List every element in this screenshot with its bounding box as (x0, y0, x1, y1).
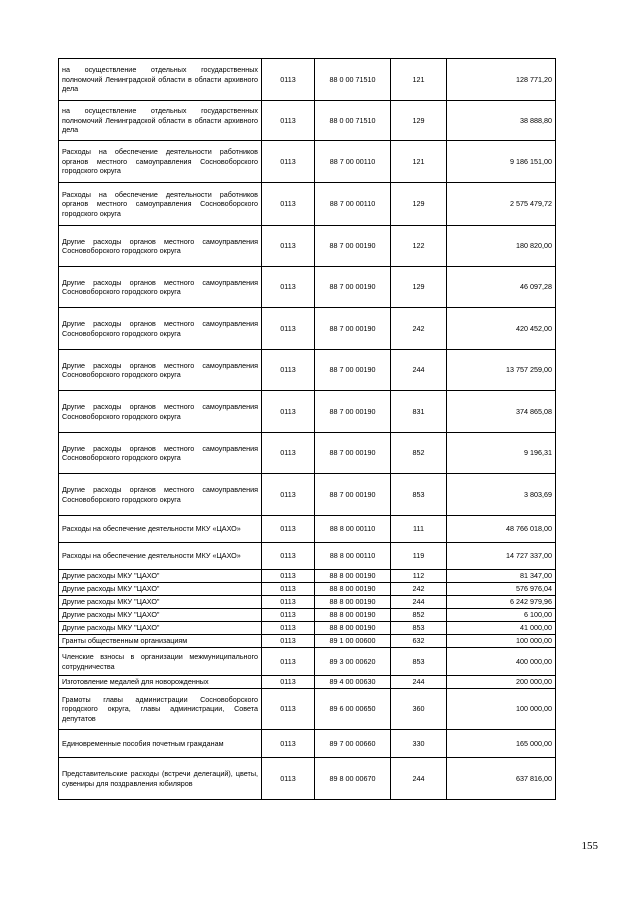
section-code-cell: 0113 (262, 648, 315, 676)
table-row (59, 474, 556, 516)
expense-name-cell: Другие расходы МКУ "ЦАХО" (59, 583, 262, 596)
target-article-cell: 89 6 00 00650 (315, 689, 391, 730)
expense-type-cell: 244 (391, 758, 447, 800)
table-row (59, 350, 556, 391)
expense-type-cell: 112 (391, 570, 447, 583)
budget-table-body (59, 59, 556, 800)
expense-type-cell: 242 (391, 308, 447, 350)
target-article-cell: 88 8 00 00110 (315, 543, 391, 570)
target-article-cell: 88 7 00 00190 (315, 433, 391, 474)
table-row (59, 543, 556, 570)
section-code-cell: 0113 (262, 101, 315, 141)
expense-name-cell: Членские взносы в организации межмуниципального сотрудничества (59, 648, 262, 676)
section-code-cell: 0113 (262, 391, 315, 433)
expense-type-cell: 119 (391, 543, 447, 570)
amount-cell: 14 727 337,00 (447, 543, 556, 570)
table-row (59, 758, 556, 800)
expense-name-cell: Гранты общественным организациям (59, 635, 262, 648)
section-code-cell: 0113 (262, 474, 315, 516)
table-row (59, 676, 556, 689)
table-row (59, 689, 556, 730)
amount-cell: 9 186 151,00 (447, 141, 556, 183)
target-article-cell: 89 7 00 00660 (315, 730, 391, 758)
section-code-cell: 0113 (262, 635, 315, 648)
expense-name-cell: Другие расходы органов местного самоуправления Сосновоборского городского округа (59, 350, 262, 391)
amount-cell: 180 820,00 (447, 226, 556, 267)
expense-name-cell: Другие расходы МКУ "ЦАХО" (59, 609, 262, 622)
table-row (59, 635, 556, 648)
expense-name-cell: Расходы на обеспечение деятельности работников органов местного самоуправления Сосновоборского городского округа (59, 141, 262, 183)
expense-name-cell: Другие расходы МКУ "ЦАХО" (59, 596, 262, 609)
expense-type-cell: 121 (391, 141, 447, 183)
amount-cell: 3 803,69 (447, 474, 556, 516)
section-code-cell: 0113 (262, 583, 315, 596)
section-code-cell: 0113 (262, 516, 315, 543)
expense-name-cell: Другие расходы органов местного самоуправления Сосновоборского городского округа (59, 308, 262, 350)
section-code-cell: 0113 (262, 308, 315, 350)
amount-cell: 41 000,00 (447, 622, 556, 635)
expense-type-cell: 244 (391, 596, 447, 609)
expense-type-cell: 853 (391, 622, 447, 635)
target-article-cell: 88 7 00 00110 (315, 183, 391, 226)
table-row (59, 433, 556, 474)
section-code-cell: 0113 (262, 183, 315, 226)
amount-cell: 81 347,00 (447, 570, 556, 583)
table-row (59, 183, 556, 226)
section-code-cell: 0113 (262, 267, 315, 308)
amount-cell: 6 100,00 (447, 609, 556, 622)
section-code-cell: 0113 (262, 689, 315, 730)
page-number: 155 (581, 840, 598, 852)
target-article-cell: 88 8 00 00190 (315, 570, 391, 583)
section-code-cell: 0113 (262, 141, 315, 183)
amount-cell: 637 816,00 (447, 758, 556, 800)
section-code-cell: 0113 (262, 226, 315, 267)
target-article-cell: 88 7 00 00190 (315, 308, 391, 350)
expense-type-cell: 129 (391, 267, 447, 308)
budget-table (58, 58, 556, 800)
expense-name-cell: Другие расходы органов местного самоуправления Сосновоборского городского округа (59, 474, 262, 516)
section-code-cell: 0113 (262, 59, 315, 101)
section-code-cell: 0113 (262, 350, 315, 391)
table-row (59, 583, 556, 596)
expense-name-cell: Грамоты главы администрации Сосновоборского городского округа, главы администрации, Совета депутатов (59, 689, 262, 730)
amount-cell: 48 766 018,00 (447, 516, 556, 543)
table-row (59, 596, 556, 609)
expense-type-cell: 129 (391, 101, 447, 141)
target-article-cell: 88 8 00 00190 (315, 583, 391, 596)
amount-cell: 100 000,00 (447, 635, 556, 648)
expense-type-cell: 853 (391, 648, 447, 676)
expense-type-cell: 242 (391, 583, 447, 596)
target-article-cell: 89 1 00 00600 (315, 635, 391, 648)
table-row (59, 622, 556, 635)
expense-name-cell: Расходы на обеспечение деятельности работников органов местного самоуправления Сосновоборского городского округа (59, 183, 262, 226)
expense-type-cell: 360 (391, 689, 447, 730)
amount-cell: 200 000,00 (447, 676, 556, 689)
expense-name-cell: Расходы на обеспечение деятельности МКУ «ЦАХО» (59, 516, 262, 543)
table-row (59, 267, 556, 308)
expense-name-cell: Представительские расходы (встречи делегаций), цветы, сувениры для поздравления юбиляров (59, 758, 262, 800)
amount-cell: 2 575 479,72 (447, 183, 556, 226)
expense-name-cell: Изготовление медалей для новорожденных (59, 676, 262, 689)
table-row (59, 141, 556, 183)
amount-cell: 128 771,20 (447, 59, 556, 101)
table-row (59, 516, 556, 543)
expense-name-cell: Другие расходы МКУ "ЦАХО" (59, 570, 262, 583)
expense-type-cell: 111 (391, 516, 447, 543)
amount-cell: 38 888,80 (447, 101, 556, 141)
target-article-cell: 88 7 00 00190 (315, 267, 391, 308)
expense-name-cell: Другие расходы органов местного самоуправления Сосновоборского городского округа (59, 433, 262, 474)
table-row (59, 101, 556, 141)
table-row (59, 391, 556, 433)
expense-type-cell: 244 (391, 676, 447, 689)
expense-type-cell: 244 (391, 350, 447, 391)
expense-name-cell: Другие расходы органов местного самоуправления Сосновоборского городского округа (59, 226, 262, 267)
table-row (59, 308, 556, 350)
table-row (59, 570, 556, 583)
target-article-cell: 88 0 00 71510 (315, 59, 391, 101)
amount-cell: 576 976,04 (447, 583, 556, 596)
target-article-cell: 88 7 00 00110 (315, 141, 391, 183)
target-article-cell: 88 0 00 71510 (315, 101, 391, 141)
expense-type-cell: 121 (391, 59, 447, 101)
expense-name-cell: Расходы на обеспечение деятельности МКУ «ЦАХО» (59, 543, 262, 570)
target-article-cell: 88 8 00 00190 (315, 622, 391, 635)
table-row (59, 609, 556, 622)
table-row (59, 59, 556, 101)
expense-type-cell: 330 (391, 730, 447, 758)
target-article-cell: 89 3 00 00620 (315, 648, 391, 676)
expense-name-cell: на осуществление отдельных государственных полномочий Ленинградской области в области архивного дела (59, 101, 262, 141)
expense-type-cell: 129 (391, 183, 447, 226)
expense-type-cell: 831 (391, 391, 447, 433)
amount-cell: 165 000,00 (447, 730, 556, 758)
section-code-cell: 0113 (262, 596, 315, 609)
target-article-cell: 88 7 00 00190 (315, 474, 391, 516)
section-code-cell: 0113 (262, 676, 315, 689)
section-code-cell: 0113 (262, 758, 315, 800)
expense-name-cell: Другие расходы органов местного самоуправления Сосновоборского городского округа (59, 391, 262, 433)
section-code-cell: 0113 (262, 433, 315, 474)
expense-name-cell: Другие расходы органов местного самоуправления Сосновоборского городского округа (59, 267, 262, 308)
target-article-cell: 88 8 00 00190 (315, 596, 391, 609)
amount-cell: 374 865,08 (447, 391, 556, 433)
target-article-cell: 88 8 00 00110 (315, 516, 391, 543)
table-row (59, 648, 556, 676)
table-row (59, 730, 556, 758)
table-row (59, 226, 556, 267)
expense-type-cell: 852 (391, 433, 447, 474)
amount-cell: 6 242 979,96 (447, 596, 556, 609)
expense-type-cell: 632 (391, 635, 447, 648)
expense-name-cell: Единовременные пособия почетным гражданам (59, 730, 262, 758)
amount-cell: 100 000,00 (447, 689, 556, 730)
amount-cell: 400 000,00 (447, 648, 556, 676)
section-code-cell: 0113 (262, 543, 315, 570)
amount-cell: 420 452,00 (447, 308, 556, 350)
target-article-cell: 88 7 00 00190 (315, 226, 391, 267)
amount-cell: 9 196,31 (447, 433, 556, 474)
target-article-cell: 89 4 00 00630 (315, 676, 391, 689)
amount-cell: 46 097,28 (447, 267, 556, 308)
expense-name-cell: Другие расходы МКУ "ЦАХО" (59, 622, 262, 635)
expense-type-cell: 853 (391, 474, 447, 516)
expense-type-cell: 122 (391, 226, 447, 267)
target-article-cell: 88 7 00 00190 (315, 350, 391, 391)
amount-cell: 13 757 259,00 (447, 350, 556, 391)
section-code-cell: 0113 (262, 730, 315, 758)
target-article-cell: 88 8 00 00190 (315, 609, 391, 622)
target-article-cell: 88 7 00 00190 (315, 391, 391, 433)
section-code-cell: 0113 (262, 570, 315, 583)
expense-type-cell: 852 (391, 609, 447, 622)
section-code-cell: 0113 (262, 609, 315, 622)
section-code-cell: 0113 (262, 622, 315, 635)
expense-name-cell: на осуществление отдельных государственных полномочий Ленинградской области в области архивного дела (59, 59, 262, 101)
target-article-cell: 89 8 00 00670 (315, 758, 391, 800)
